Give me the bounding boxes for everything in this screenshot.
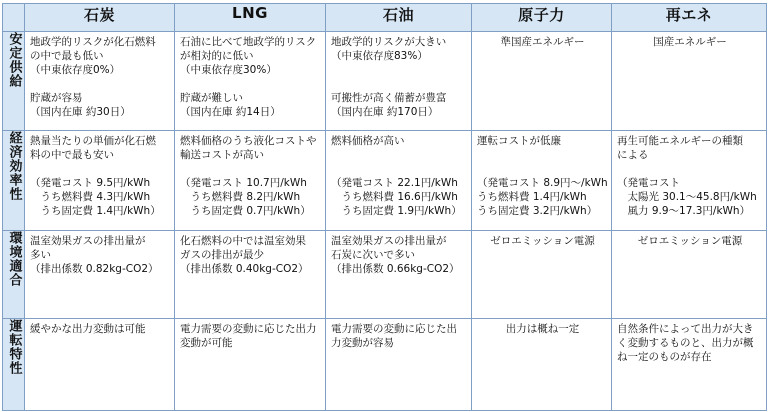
cell-oil-environment: 温室効果ガスの排出量が 石炭に次いで多い （排出係数 0.66kg-CO2） <box>326 231 472 319</box>
cell-oil-economic-efficiency: 燃料価格が高い （発電コスト 22.1円/kWh うち燃料費 16.6円/kWh うち固定費 1.9円/kWh） <box>326 131 472 231</box>
cell-coal-stable-supply: 地政学的リスクが化石燃料 の中で最も低い （中東依存度0%） 貯蔵が容易 （国内在庫 約30日） <box>25 32 175 131</box>
row-header-economic-efficiency <box>3 131 25 231</box>
cell-nuclear-economic-efficiency: 運転コストが低廉 （発電コスト 8.9円～/kWh うち燃料費 1.4円/kWh うち固定費 3.2円/kWh） <box>472 131 612 231</box>
cell-renewables-operation: 自然条件によって出力が大き く変動するものと、出力が概 ね一定のものが存在 <box>612 319 767 411</box>
column-header-oil: 石油 <box>326 4 472 32</box>
row-header-environment <box>3 231 25 319</box>
cell-coal-operation: 緩やかな出力変動は可能 <box>25 319 175 411</box>
row-header-stable-supply <box>3 32 25 131</box>
row-stable-supply <box>3 32 767 131</box>
energy-comparison-table <box>2 3 767 411</box>
column-header-coal: 石炭 <box>25 4 175 32</box>
cell-lng-economic-efficiency: 燃料価格のうち液化コストや 輸送コストが高い （発電コスト 10.7円/kWh うち燃料費 8.2円/kWh うち固定費 0.7円/kWh） <box>175 131 326 231</box>
cell-renewables-environment: ゼロエミッション電源 <box>612 231 767 319</box>
row-label: 運転特性 <box>6 319 22 375</box>
cell-coal-environment: 温室効果ガスの排出量が 多い （排出係数 0.82kg-CO2） <box>25 231 175 319</box>
row-label: 経済効率性 <box>6 131 22 201</box>
cell-nuclear-operation: 出力は概ね一定 <box>472 319 612 411</box>
cell-nuclear-stable-supply: 準国産エネルギー <box>472 32 612 131</box>
header-row <box>3 4 767 32</box>
corner-cell <box>3 4 25 32</box>
cell-coal-economic-efficiency: 熱量当たりの単価が化石燃 料の中で最も安い （発電コスト 9.5円/kWh うち燃料費 4.3円/kWh うち固定費 1.4円/kWh） <box>25 131 175 231</box>
cell-renewables-economic-efficiency: 再生可能エネルギーの種類 による （発電コスト 太陽光 30.1～45.8円/kWh 風力 9.9～17.3円/kWh） <box>612 131 767 231</box>
row-operation <box>3 319 767 411</box>
row-label: 安定供給 <box>6 32 22 88</box>
row-environment <box>3 231 767 319</box>
column-header-nuclear: 原子力 <box>472 4 612 32</box>
cell-lng-operation: 電力需要の変動に応じた出力 変動が可能 <box>175 319 326 411</box>
row-label: 環境適合 <box>6 231 22 287</box>
cell-lng-stable-supply: 石油に比べて地政学的リスク が相対的に低い （中東依存度30%） 貯蔵が難しい （国内在庫 約14日） <box>175 32 326 131</box>
cell-nuclear-environment: ゼロエミッション電源 <box>472 231 612 319</box>
cell-lng-environment: 化石燃料の中では温室効果 ガスの排出が最少 （排出係数 0.40kg-CO2） <box>175 231 326 319</box>
row-header-operation <box>3 319 25 411</box>
cell-oil-operation: 電力需要の変動に応じた出 力変動が容易 <box>326 319 472 411</box>
column-header-renewables: 再エネ <box>612 4 767 32</box>
cell-oil-stable-supply: 地政学的リスクが大きい （中東依存度83%） 可搬性が高く備蓄が豊富 （国内在庫 約170日） <box>326 32 472 131</box>
column-header-lng: LNG <box>175 4 326 32</box>
row-economic-efficiency <box>3 131 767 231</box>
cell-renewables-stable-supply: 国産エネルギー <box>612 32 767 131</box>
